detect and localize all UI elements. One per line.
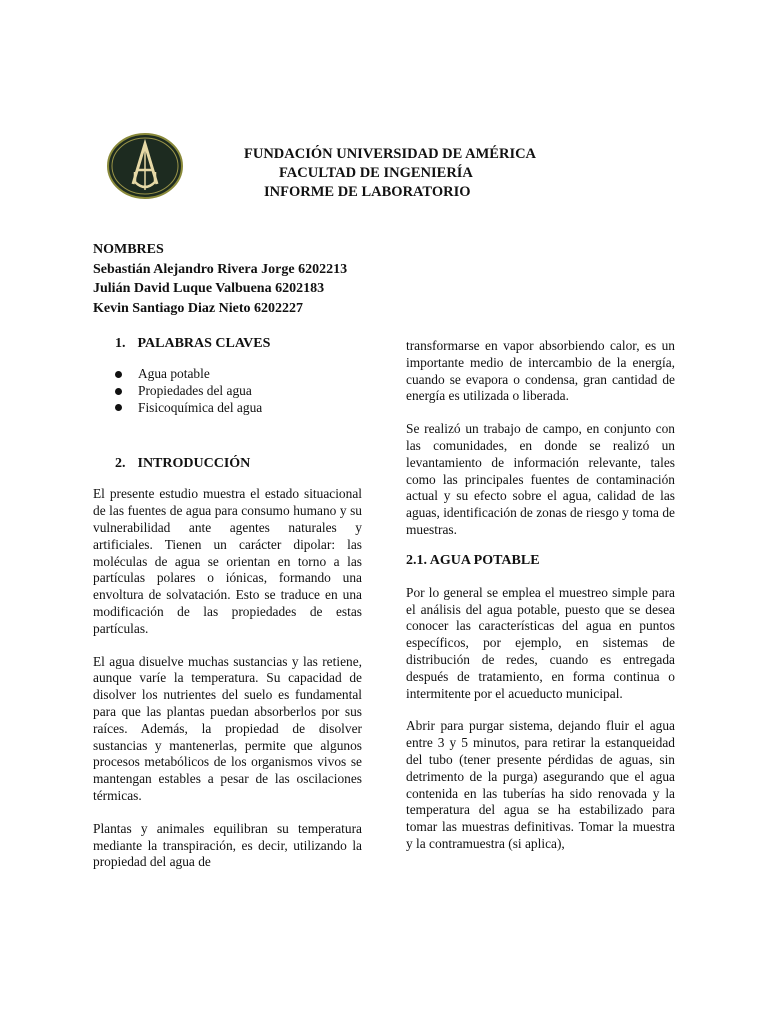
header-university: FUNDACIÓN UNIVERSIDAD DE AMÉRICA — [244, 146, 537, 162]
list-item — [115, 366, 362, 383]
section-title: PALABRAS CLAVES — [137, 336, 271, 351]
keyword-text: Fisicoquímica del agua — [138, 399, 263, 415]
author-name: Sebastián Alejandro Rivera Jorge 6202213 — [93, 261, 348, 277]
list-item — [115, 383, 362, 400]
body-paragraph: Por lo general se emplea el muestreo simple para el análisis del agua potable, puesto que se desea conocer las características del agua en puntos específicos, por ejemplo, en sistemas de distribución de redes, cuando es entregada después de tratamiento, en forma continua o intermitente por el acueducto municipal. — [406, 584, 675, 701]
body-paragraph: Plantas y animales equilibran su temperatura mediante la transpiración, es decir, utilizando la propiedad del agua de — [93, 820, 362, 870]
author-name: Kevin Santiago Diaz Nieto 6202227 — [93, 300, 303, 316]
right-column — [406, 338, 675, 853]
list-item — [115, 400, 362, 417]
section-number: 2. — [115, 456, 126, 472]
section-number: 1. — [115, 336, 126, 351]
section-title: INTRODUCCIÓN — [137, 456, 251, 472]
body-paragraph: El presente estudio muestra el estado situacional de las fuentes de agua para consumo humano y su vulnerabilidad ante agentes naturales y artificiales. Tienen un carácter dipolar: las moléculas de agua se orientan en torno a las partículas polares o iónicas, formando una envoltura de solvatación. Esto se traduce en una modificación de las propiedades de estas partículas. — [93, 486, 362, 636]
keyword-text: Agua potable — [138, 366, 210, 381]
section-heading-agua-potable: 2.1. AGUA POTABLE — [406, 552, 540, 568]
bullet-icon — [115, 371, 122, 378]
author-name: Julián David Luque Valbuena 6202183 — [93, 281, 325, 296]
authors-label: NOMBRES — [93, 242, 164, 257]
keywords-list — [93, 366, 362, 416]
header-faculty: FACULTAD DE INGENIERÍA — [279, 165, 473, 181]
body-paragraph: transformarse en vapor absorbiendo calor, es un importante medio de intercambio de la energía, cuando se evapora o condensa, gran cantidad de energía es utilizada o liberada. — [406, 338, 675, 404]
authors-block — [93, 240, 347, 318]
bullet-icon — [115, 404, 122, 411]
body-paragraph: Abrir para purgar sistema, dejando fluir el agua entre 3 y 5 minutos, para retirar la estanqueidad del tubo (tener presente pérdidas de aguas, sin detrimento de la purga) asegurando que el agua contenida en las tuberías ha sido renovada y la temperatura del agua se ha estabilizado para tomar las muestras definitivas. Tomar la muestra y la contramuestra (si aplica), — [406, 718, 675, 851]
section-heading-intro — [115, 454, 362, 474]
bullet-icon — [115, 388, 122, 395]
header-report-type: INFORME DE LABORATORIO — [264, 184, 471, 200]
keyword-text: Propiedades del agua — [138, 382, 252, 398]
university-logo-icon — [106, 132, 184, 200]
body-paragraph: El agua disuelve muchas sustancias y las retiene, aunque varíe la temperatura. Su capacidad de disolver los nutrientes del suelo es fundamental para que las plantas puedan absorberlos por sus raíces. Además, la propiedad de disolver sustancias y mantenerlas, permite que algunos procesos metabólicos de los organismos vivos se mantengan estables a pesar de las oscilaciones térmicas. — [93, 653, 362, 803]
section-heading-keywords — [115, 334, 362, 354]
left-column — [93, 334, 362, 871]
university-logo — [106, 132, 184, 200]
body-paragraph: Se realizó un trabajo de campo, en conjunto con las comunidades, en donde se realizó un levantamiento de información relevante, tales como las principales fuentes de contaminación actual y su efecto sobre el agua, calidad de las aguas, identificación de zonas de riesgo y toma de muestras. — [406, 421, 675, 537]
